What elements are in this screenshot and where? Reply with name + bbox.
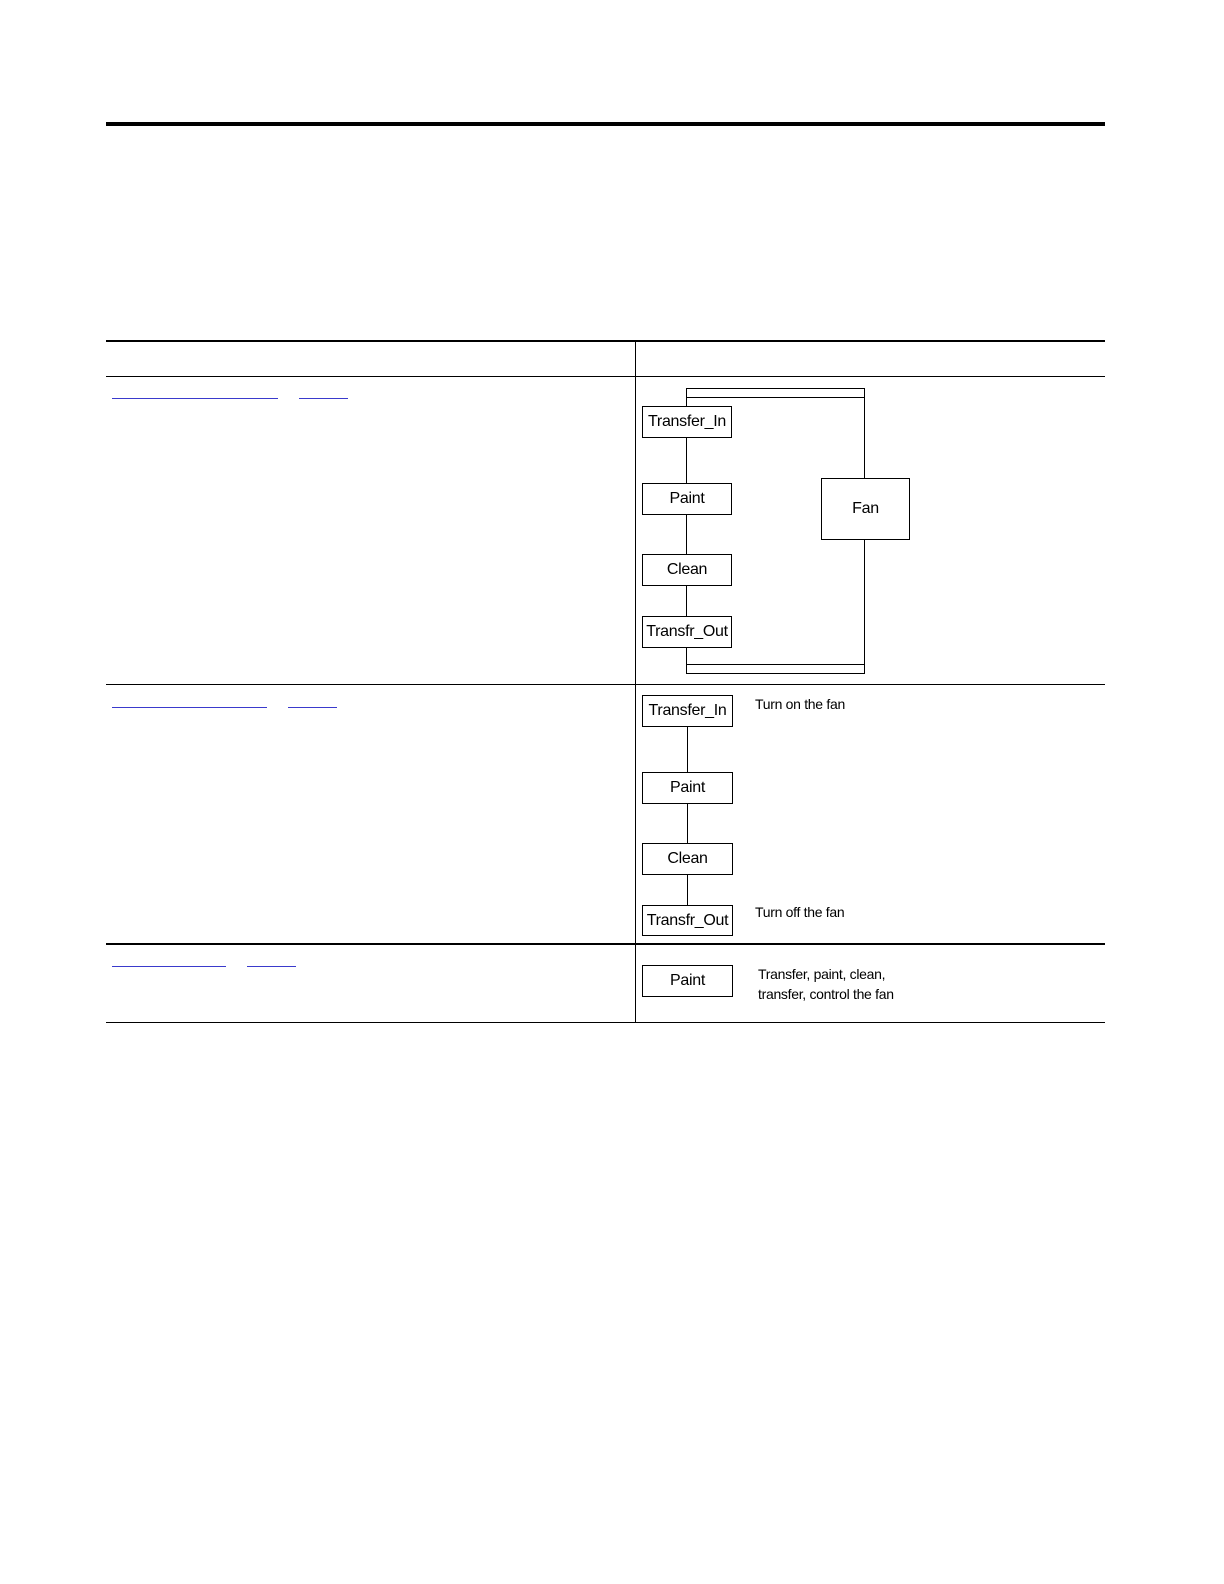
step-clean: Clean [642, 843, 733, 875]
connector [686, 586, 687, 616]
connector [687, 804, 688, 843]
step-paint: Paint [642, 772, 733, 804]
connector [687, 875, 688, 905]
step-fan: Fan [821, 478, 910, 540]
step-transfer-in: Transfer_In [642, 695, 733, 727]
row-divider [106, 943, 1105, 945]
convergence-line-top [686, 664, 865, 665]
action-note-line-2: transfer, control the fan [758, 986, 894, 1002]
step-clean: Clean [642, 554, 732, 586]
connector [686, 648, 687, 674]
divergence-line-top [686, 388, 865, 389]
connector [687, 727, 688, 772]
convergence-line-bottom [686, 673, 865, 674]
cross-reference-link[interactable] [112, 707, 267, 708]
connector [864, 388, 865, 478]
connector [686, 515, 687, 554]
table-bottom-border [106, 1022, 1105, 1023]
action-note-fan-off: Turn off the fan [755, 904, 845, 920]
divergence-line-bottom [686, 397, 865, 398]
connector [864, 540, 865, 673]
action-note-line-1: Transfer, paint, clean, [758, 966, 886, 982]
page-link[interactable] [299, 398, 348, 399]
cross-reference-link[interactable] [112, 398, 278, 399]
connector [686, 388, 687, 408]
step-paint: Paint [642, 483, 732, 515]
step-transfer-in: Transfer_In [642, 406, 732, 438]
page-link[interactable] [247, 966, 296, 967]
row-divider [106, 684, 1105, 685]
header-rule [106, 122, 1105, 126]
connector [686, 438, 687, 483]
table-top-border [106, 340, 1105, 342]
step-paint: Paint [642, 965, 733, 997]
column-divider [635, 341, 636, 1023]
table-header-divider [106, 376, 1105, 377]
step-transfr-out: Transfr_Out [642, 905, 733, 936]
cross-reference-link[interactable] [112, 966, 226, 967]
step-transfr-out: Transfr_Out [642, 616, 732, 648]
action-note-fan-on: Turn on the fan [755, 696, 845, 712]
page-link[interactable] [288, 707, 337, 708]
